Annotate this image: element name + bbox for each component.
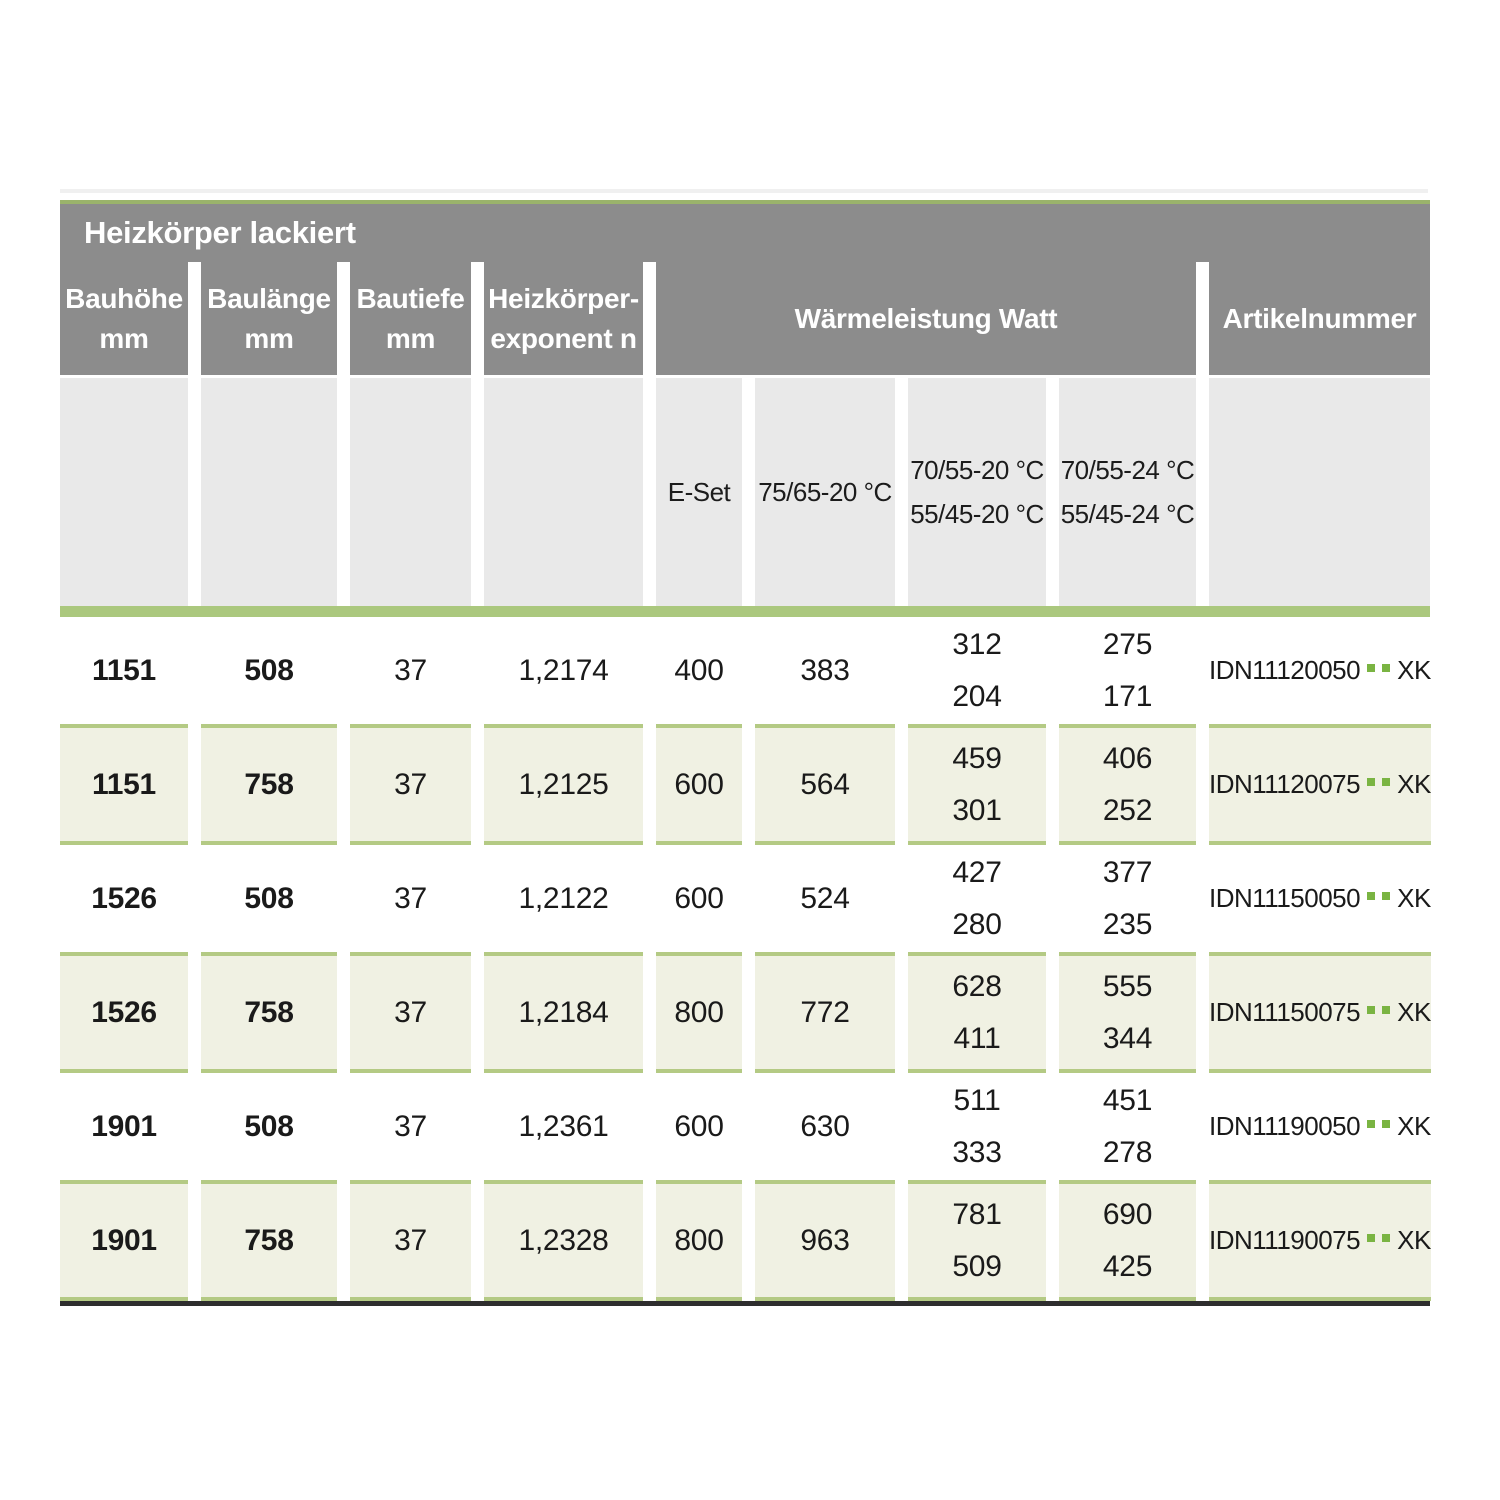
watt-value: 425: [1102, 1249, 1153, 1283]
artikelnummer-suffix: XK: [1397, 655, 1431, 685]
cell-e-set: 400: [674, 653, 724, 687]
placeholder-dot-icon: [1367, 778, 1375, 786]
placeholder-dot-icon: [1382, 1120, 1390, 1128]
placeholder-dot-icon: [1367, 892, 1375, 900]
cell-baulaenge: 758: [201, 724, 337, 845]
table-row: [60, 845, 1430, 952]
placeholder-dot-icon: [1382, 1006, 1390, 1014]
watt-value: 344: [1102, 1021, 1153, 1055]
table-title: Heizkörper lackiert: [84, 215, 356, 250]
subheader-empty-baulaenge: [201, 378, 337, 606]
cell-watt-75-65: 524: [800, 881, 850, 915]
watt-value: 252: [1102, 793, 1153, 827]
artikelnummer-prefix: IDN11120050: [1209, 655, 1361, 685]
cell-bauhoehe: 1526: [60, 952, 188, 1073]
cell-bautiefe: 37: [350, 1180, 471, 1301]
col-header-bautiefe: [350, 262, 471, 375]
placeholder-dot-icon: [1382, 664, 1390, 672]
watt-value: 312: [952, 627, 1002, 661]
table-row: [60, 1073, 1430, 1180]
cell-watt-70-55-20: [908, 1180, 1046, 1301]
header-line: mm: [244, 322, 294, 354]
cell-watt-70-55-24: [1059, 617, 1196, 724]
scan-artifact-line: [60, 189, 1428, 193]
watt-value: 333: [952, 1135, 1002, 1169]
cell-e-set: 600: [674, 881, 724, 915]
header-line: Artikelnummer: [1222, 302, 1417, 334]
header-line: mm: [385, 322, 436, 354]
header-line: mm: [99, 322, 149, 354]
watt-value: 781: [952, 1197, 1002, 1231]
subheader-70-55-24: [1059, 378, 1196, 606]
watt-value: 275: [1102, 627, 1153, 661]
watt-value: 171: [1102, 679, 1153, 713]
cell-watt-75-65: 772: [755, 952, 895, 1073]
cell-bauhoehe: 1151: [92, 653, 156, 687]
watt-value: 406: [1102, 741, 1153, 775]
cell-watt-70-55-20: [908, 845, 1046, 952]
separator-bar: [60, 606, 1430, 617]
artikelnummer-suffix: XK: [1397, 769, 1431, 799]
cell-e-set: 600: [674, 1109, 724, 1143]
watt-value: 411: [953, 1021, 1001, 1055]
artikelnummer-prefix: IDN11190075: [1209, 1225, 1361, 1255]
watt-value: 555: [1102, 969, 1153, 1003]
header-line: Bautiefe: [356, 282, 465, 314]
cell-bauhoehe: 1526: [91, 881, 157, 915]
cell-baulaenge: 508: [244, 1109, 294, 1143]
artikelnummer-suffix: XK: [1397, 883, 1431, 913]
cell-bautiefe: 37: [394, 653, 427, 687]
subheader-empty-bauhoehe: [60, 378, 188, 606]
placeholder-dot-icon: [1367, 1234, 1375, 1242]
placeholder-dot-icon: [1367, 1120, 1375, 1128]
subheader-row: [60, 378, 1430, 606]
cell-baulaenge: 508: [244, 881, 294, 915]
cell-artikelnummer: [1209, 1180, 1431, 1301]
table-row: [60, 724, 1430, 845]
artikelnummer-prefix: IDN11120075: [1209, 769, 1361, 799]
cell-baulaenge: 758: [201, 1180, 337, 1301]
col-header-waermeleistung: [656, 262, 1196, 375]
cell-exponent: 1,2122: [518, 881, 609, 915]
cell-exponent: 1,2174: [518, 653, 609, 687]
subheader-label: E-Set: [667, 477, 731, 507]
cell-e-set: 600: [656, 724, 742, 845]
artikelnummer-suffix: XK: [1397, 1225, 1431, 1255]
cell-watt-70-55-20: [908, 1073, 1046, 1180]
artikelnummer-prefix: IDN11190050: [1209, 1111, 1361, 1141]
header-line: Heizkörper-: [488, 282, 639, 314]
header-line: Baulänge: [207, 282, 331, 314]
watt-value: 301: [952, 793, 1002, 827]
heizkoerper-data-table: [60, 200, 1430, 1306]
table-row: [60, 617, 1430, 724]
header-line: exponent n: [490, 322, 637, 354]
subheader-empty-artikelnummer: [1209, 378, 1430, 606]
subheader-70-55-20: [908, 378, 1046, 606]
watt-value: 511: [953, 1083, 1001, 1117]
cell-bautiefe: 37: [394, 1109, 427, 1143]
artikelnummer-suffix: XK: [1397, 1111, 1431, 1141]
cell-bautiefe: 37: [350, 724, 471, 845]
col-header-artikelnummer: [1209, 262, 1430, 375]
watt-value: 377: [1102, 855, 1153, 889]
cell-baulaenge: 758: [201, 952, 337, 1073]
placeholder-dot-icon: [1382, 778, 1390, 786]
cell-artikelnummer: [1209, 617, 1431, 724]
column-header-row: [60, 262, 1430, 375]
subheader-label: 70/55-20 °C: [910, 455, 1044, 485]
cell-exponent: 1,2328: [484, 1180, 643, 1301]
cell-exponent: 1,2125: [484, 724, 643, 845]
subheader-75-65-20: [755, 378, 895, 606]
watt-value: 278: [1102, 1135, 1153, 1169]
cell-bautiefe: 37: [350, 952, 471, 1073]
cell-artikelnummer: [1209, 724, 1431, 845]
subheader-e-set: [656, 378, 742, 606]
cell-e-set: 800: [656, 952, 742, 1073]
watt-value: 280: [952, 907, 1002, 941]
table-bottom-border: [60, 1301, 1430, 1306]
table-title-band: [60, 204, 1430, 262]
cell-watt-70-55-24: [1059, 1180, 1196, 1301]
col-header-baulaenge: [201, 262, 337, 375]
cell-watt-70-55-20: [908, 724, 1046, 845]
watt-value: 459: [952, 741, 1002, 775]
cell-bautiefe: 37: [394, 881, 427, 915]
cell-e-set: 800: [656, 1180, 742, 1301]
col-header-exponent: [484, 262, 643, 375]
table-row: [60, 952, 1430, 1073]
cell-exponent: 1,2361: [518, 1109, 609, 1143]
header-line: Wärmeleistung Watt: [794, 302, 1058, 334]
artikelnummer-prefix: IDN11150075: [1209, 997, 1361, 1027]
cell-watt-75-65: 630: [800, 1109, 850, 1143]
cell-watt-70-55-20: [908, 952, 1046, 1073]
table-body: [60, 617, 1430, 1301]
watt-value: 509: [952, 1249, 1002, 1283]
placeholder-dot-icon: [1382, 892, 1390, 900]
placeholder-dot-icon: [1382, 1234, 1390, 1242]
watt-value: 235: [1102, 907, 1153, 941]
cell-bauhoehe: 1901: [60, 1180, 188, 1301]
cell-watt-70-55-20: [908, 617, 1046, 724]
subheader-label: 75/65-20 °C: [758, 477, 892, 507]
watt-value: 204: [952, 679, 1002, 713]
placeholder-dot-icon: [1367, 1006, 1375, 1014]
cell-artikelnummer: [1209, 1073, 1431, 1180]
watt-value: 427: [952, 855, 1002, 889]
subheader-label: 70/55-24 °C: [1060, 455, 1195, 485]
cell-bauhoehe: 1151: [60, 724, 188, 845]
subheader-label: 55/45-24 °C: [1060, 499, 1195, 529]
watt-value: 690: [1102, 1197, 1153, 1231]
table-row: [60, 1180, 1430, 1301]
subheader-empty-exponent: [484, 378, 643, 606]
cell-baulaenge: 508: [244, 653, 294, 687]
subheader-empty-bautiefe: [350, 378, 471, 606]
cell-artikelnummer: [1209, 952, 1431, 1073]
cell-bauhoehe: 1901: [91, 1109, 157, 1143]
watt-value: 451: [1102, 1083, 1153, 1117]
subheader-label: 55/45-20 °C: [910, 499, 1044, 529]
placeholder-dot-icon: [1367, 664, 1375, 672]
artikelnummer-suffix: XK: [1397, 997, 1431, 1027]
watt-value: 628: [952, 969, 1002, 1003]
cell-watt-75-65: 963: [755, 1180, 895, 1301]
cell-watt-70-55-24: [1059, 1073, 1196, 1180]
col-header-bauhoehe: [60, 262, 188, 375]
cell-watt-70-55-24: [1059, 724, 1196, 845]
cell-watt-70-55-24: [1059, 845, 1196, 952]
cell-watt-70-55-24: [1059, 952, 1196, 1073]
cell-watt-75-65: 564: [755, 724, 895, 845]
artikelnummer-prefix: IDN11150050: [1209, 883, 1361, 913]
cell-watt-75-65: 383: [800, 653, 850, 687]
cell-exponent: 1,2184: [484, 952, 643, 1073]
cell-artikelnummer: [1209, 845, 1431, 952]
header-line: Bauhöhe: [65, 282, 183, 314]
